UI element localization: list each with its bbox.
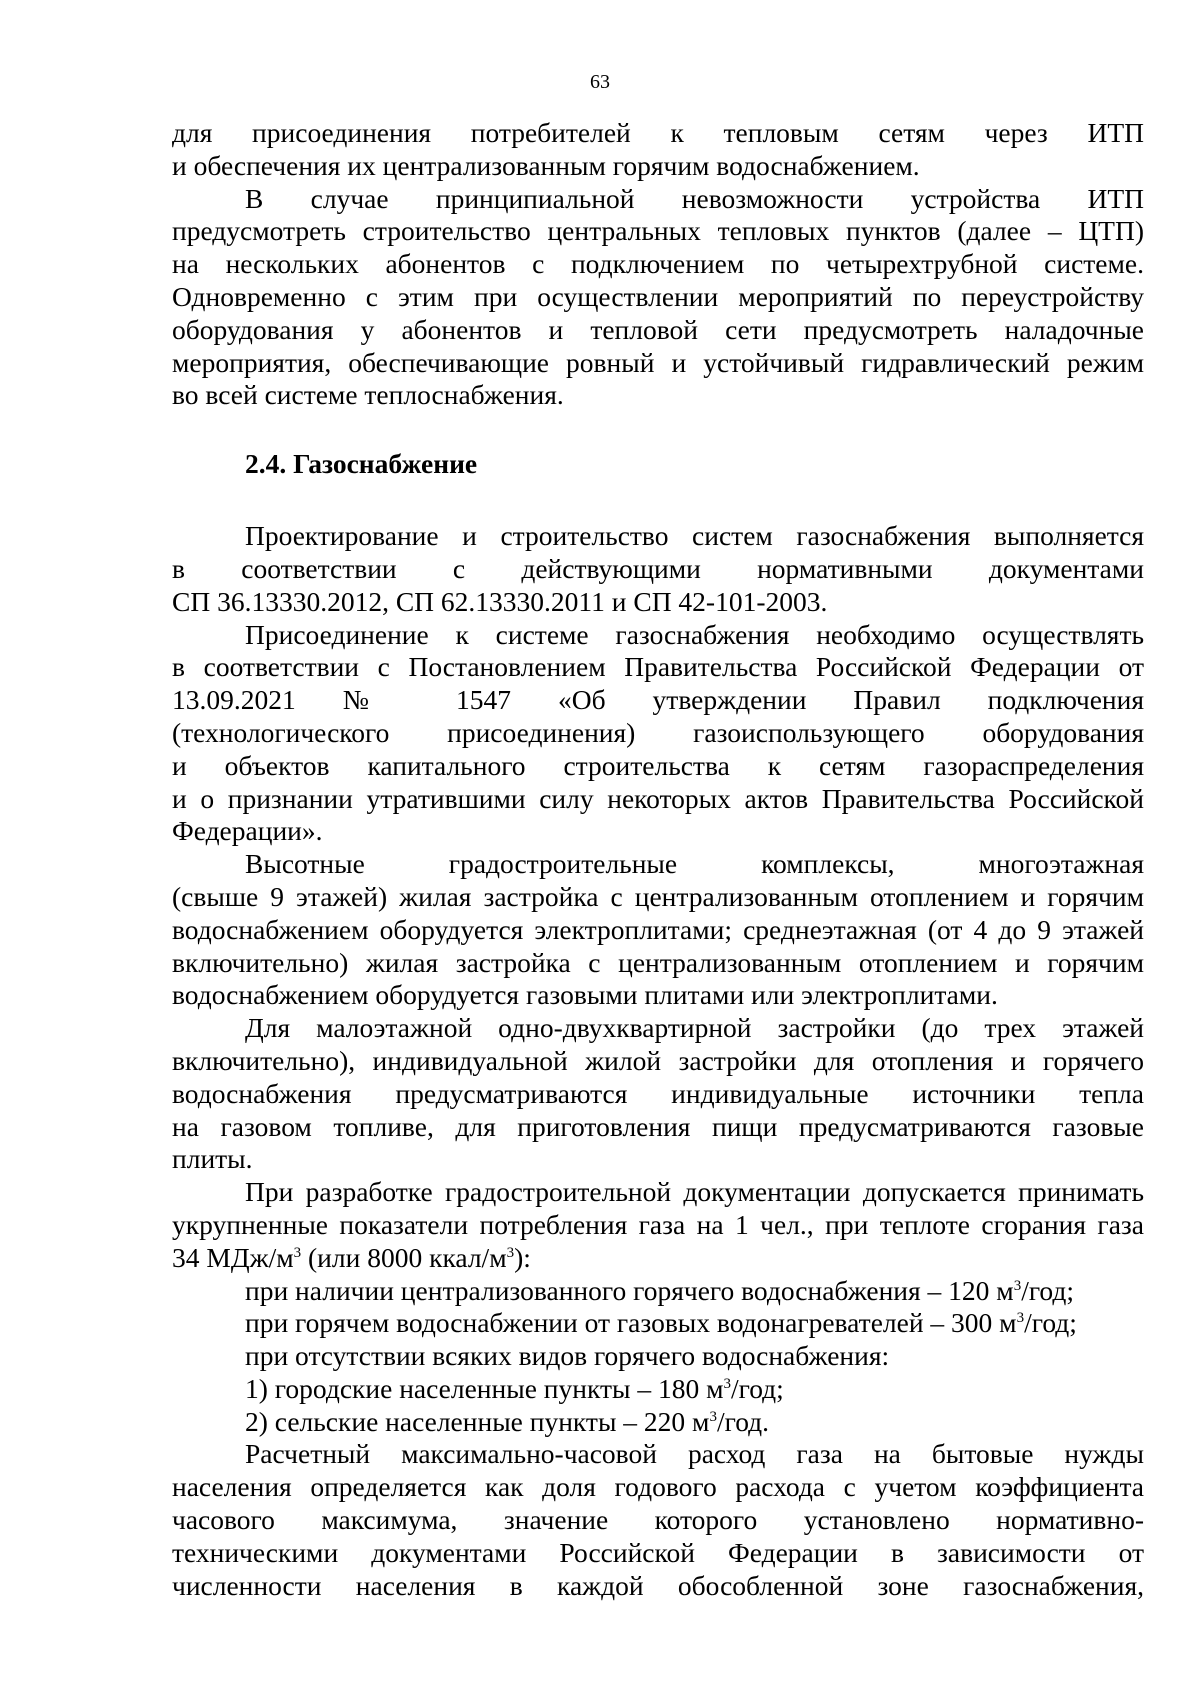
text-line: плиты. — [172, 1143, 253, 1175]
text-line: Проектирование и строительство систем газоснабжения выполняется — [245, 520, 1144, 552]
text-line: в соответствии с Постановлением Правительства Российской Федерации от — [172, 651, 1144, 683]
text-line: водоснабжением оборудуется газовыми плитами или электроплитами. — [172, 979, 998, 1011]
text-line: (технологического присоединения) газоиспользующего оборудования — [172, 716, 1144, 748]
text-fragment: /год; — [730, 1372, 784, 1404]
text-line: Высотные градостроительные комплексы, многоэтажная — [245, 848, 1144, 880]
text-line: для присоединения потребителей к тепловым сетям через ИТП — [172, 117, 1144, 148]
text-fragment: /год; — [1021, 1274, 1075, 1306]
section-heading: 2.4. Газоснабжение — [245, 448, 478, 480]
text-line: при отсутствии всяких видов горячего водоснабжения: — [245, 1340, 890, 1372]
text-line: Одновременно с этим при осуществлении мероприятий по переустройству — [172, 280, 1144, 312]
list-item — [172, 1406, 1144, 1439]
superscript: 3 — [709, 1408, 717, 1425]
text-fragment: 2) сельские населенные пункты – 220 м — [245, 1405, 710, 1437]
text-fragment: ): — [514, 1241, 531, 1273]
text-line: населения определяется как доля годового расхода с учетом коэффициента — [172, 1471, 1144, 1503]
text-line: часового максимума, значение которого установлено нормативно- — [172, 1504, 1144, 1536]
text-line: и о признании утратившими силу некоторых актов Правительства Российской — [172, 782, 1144, 814]
text-line: и обеспечения их централизованным горячим водоснабжением. — [172, 149, 920, 181]
text-line: При разработке градостроительной документации допускается принимать — [245, 1176, 1144, 1208]
text-line: 13.09.2021 № 1547 «Об утверждении Правил подключения — [172, 684, 1144, 716]
text-line: Присоединение к системе газоснабжения необходимо осуществлять — [245, 618, 1144, 650]
text-line: Федерации». — [172, 815, 323, 847]
text-fragment: при горячем водоснабжении от газовых водонагревателей – 300 м — [245, 1307, 1017, 1339]
text-fragment: /год. — [716, 1405, 770, 1437]
text-line: предусмотреть строительство центральных тепловых пунктов (далее – ЦТП) — [172, 215, 1144, 247]
superscript: 3 — [293, 1244, 302, 1261]
list-item — [172, 1373, 1144, 1406]
text-fragment: 34 МДж/м — [172, 1241, 294, 1273]
text-line — [172, 1275, 1144, 1308]
text-fragment: /год; — [1024, 1307, 1077, 1339]
text-fragment: (или 8000 ккал/м — [301, 1241, 507, 1273]
superscript: 3 — [1016, 1310, 1025, 1327]
text-line: в соответствии с действующими нормативными документами — [172, 552, 1144, 584]
text-line: Расчетный максимально-часовой расход газа на бытовые нужды — [245, 1438, 1144, 1470]
text-line: на газовом топливе, для приготовления пищи предусматриваются газовые — [172, 1110, 1144, 1142]
text-fragment: при наличии централизованного горячего водоснабжения – 120 м — [245, 1274, 1014, 1306]
text-line: включительно), индивидуальной жилой застройки для отопления и горячего — [172, 1044, 1144, 1076]
document-body — [172, 117, 1144, 1602]
page-number: 63 — [590, 71, 610, 93]
text-line: техническими документами Российской Федерации в зависимости от — [172, 1536, 1144, 1568]
text-line — [172, 1242, 1144, 1275]
text-line — [172, 1307, 1144, 1340]
superscript: 3 — [723, 1375, 731, 1392]
text-line: В случае принципиальной невозможности устройства ИТП — [245, 182, 1144, 214]
text-line: на нескольких абонентов с подключением по четырехтрубной системе. — [172, 248, 1144, 280]
text-line: укрупненные показатели потребления газа на 1 чел., при теплоте сгорания газа — [172, 1208, 1144, 1240]
text-fragment: 1) городские населенные пункты – 180 м — [245, 1372, 724, 1404]
text-line: водоснабжением оборудуется электроплитами; среднеэтажная (от 4 до 9 этажей — [172, 913, 1144, 945]
text-line: численности населения в каждой обособленной зоне газоснабжения, — [172, 1569, 1144, 1601]
superscript: 3 — [506, 1244, 515, 1261]
text-line: оборудования у абонентов и тепловой сети предусмотреть наладочные — [172, 313, 1144, 345]
text-line: Для малоэтажной одно-двухквартирной застройки (до трех этажей — [245, 1012, 1144, 1044]
text-line: и объектов капитального строительства к сетям газораспределения — [172, 749, 1144, 781]
text-line: мероприятия, обеспечивающие ровный и устойчивый гидравлический режим — [172, 346, 1144, 378]
text-line: включительно) жилая застройка с централизованным отоплением и горячим — [172, 946, 1144, 978]
text-line: водоснабжения предусматриваются индивидуальные источники тепла — [172, 1077, 1144, 1109]
superscript: 3 — [1013, 1277, 1022, 1294]
text-line: (свыше 9 этажей) жилая застройка с централизованным отоплением и горячим — [172, 880, 1144, 912]
text-line: СП 36.13330.2012, СП 62.13330.2011 и СП 42-101-2003. — [172, 585, 828, 617]
text-line: во всей системе теплоснабжения. — [172, 379, 564, 411]
